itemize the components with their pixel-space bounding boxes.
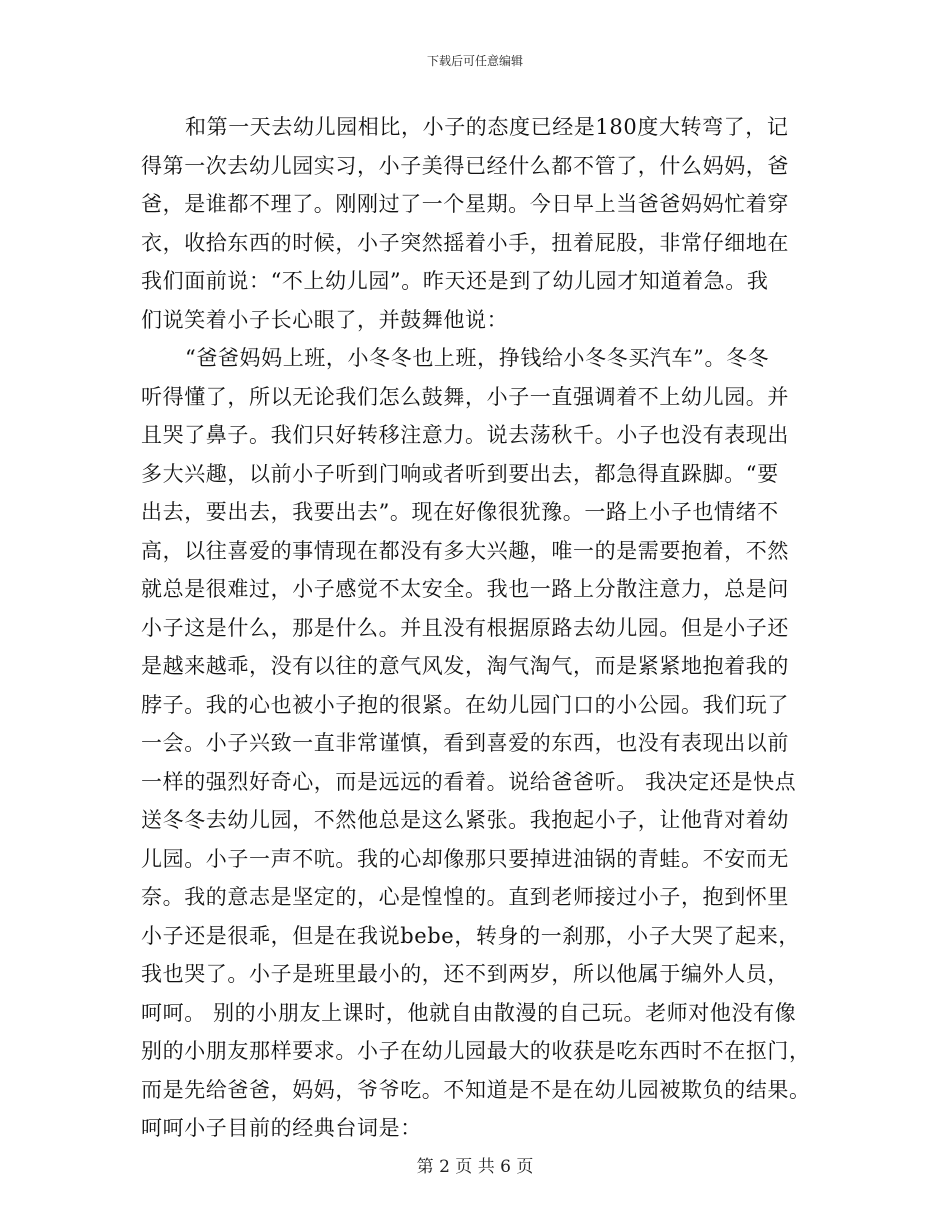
paragraph-2-line-20: 而是先给爸爸，妈妈，爷爷吃。不知道是不是在幼儿园被欺负的结果。: [141, 1077, 811, 1102]
paragraph-2-line-3: 且哭了鼻子。我们只好转移注意力。说去荡秋千。小子也没有表现出: [141, 423, 789, 447]
paragraph-2-line-17: 我也哭了。小子是班里最小的，还不到两岁，所以他属于编外人员，: [141, 962, 789, 986]
paragraph-1-line-4: 衣，收拾东西的时候，小子突然摇着小手，扭着屁股，非常仔细地在: [141, 230, 789, 255]
paragraph-2-line-10: 脖子。我的心也被小子抱的很紧。在幼儿园门口的小公园。我们玩了: [141, 692, 789, 717]
paragraph-2-line-19: 别的小朋友那样要求。小子在幼儿园最大的收获是吃东西时不在抠门，: [141, 1039, 811, 1063]
paragraph-2-line-13: 送冬冬去幼儿园，不然他总是这么紧张。我抱起小子，让他背对着幼: [141, 808, 789, 832]
paragraph-2-line-4: 多大兴趣，以前小子听到门响或者听到要出去，都急得直跺脚。“要: [141, 461, 779, 486]
paragraph-2-line-16: 小子还是很乖，但是在我说bebe，转身的一刹那，小子大哭了起来，: [141, 923, 800, 948]
paragraph-2-line-21: 呵呵小子目前的经典台词是：: [141, 1116, 422, 1140]
page-number: 第 2 页 共 6 页: [416, 1157, 534, 1177]
paragraph-2-line-18: 呵呵。 别的小朋友上课时，他就自由散漫的自己玩。老师对他没有像: [141, 1000, 797, 1025]
paragraph-1-line-6: 们说笑着小子长心眼了，并鼓舞他说：: [141, 307, 509, 332]
paragraph-2-line-15: 奈。我的意志是坚定的，心是惶惶的。直到老师接过小子，抱到怀里: [141, 885, 789, 909]
paragraph-2-line-8: 小子这是什么，那是什么。并且没有根据原路去幼儿园。但是小子还: [141, 615, 789, 640]
paragraph-1-line-5: 我们面前说：“不上幼儿园”。昨天还是到了幼儿园才知道着急。我: [141, 269, 769, 293]
paragraph-2-line-1: “爸爸妈妈上班，小冬冬也上班，挣钱给小冬冬买汽车”。冬冬: [185, 346, 770, 370]
paragraph-1-line-2: 得第一次去幼儿园实习，小子美得已经什么都不管了，什么妈妈，爸: [141, 153, 789, 178]
paragraph-1-line-1: 和第一天去幼儿园相比，小子的态度已经是180度大转弯了，记: [185, 115, 789, 139]
paragraph-2-line-6: 高，以往喜爱的事情现在都没有多大兴趣，唯一的是需要抱着，不然: [141, 538, 789, 563]
page-header: 下载后可任意编辑: [426, 54, 523, 68]
paragraph-2-line-5: 出去，要出去，我要出去”。现在好像很犹豫。一路上小子也情绪不: [141, 500, 779, 524]
document-body: [141, 108, 809, 1148]
paragraph-2-line-2: 听得懂了，所以无论我们怎么鼓舞，小子一直强调着不上幼儿园。并: [141, 384, 789, 409]
paragraph-2-line-11: 一会。小子兴致一直非常谨慎，看到喜爱的东西，也没有表现出以前: [141, 731, 789, 755]
paragraph-2-line-9: 是越来越乖，没有以往的意气风发，淘气淘气，而是紧紧地抱着我的: [141, 654, 789, 678]
paragraph-2-line-7: 就总是很难过，小子感觉不太安全。我也一路上分散注意力，总是问: [141, 577, 789, 601]
paragraph-1-line-3: 爸，是谁都不理了。刚刚过了一个星期。今日早上当爸爸妈妈忙着穿: [141, 192, 789, 216]
paragraph-2-line-14: 儿园。小子一声不吭。我的心却像那只要掉进油锅的青蛙。不安而无: [141, 846, 789, 871]
paragraph-2-line-12: 一样的强烈好奇心，而是远远的看着。说给爸爸听。 我决定还是快点: [141, 769, 797, 794]
